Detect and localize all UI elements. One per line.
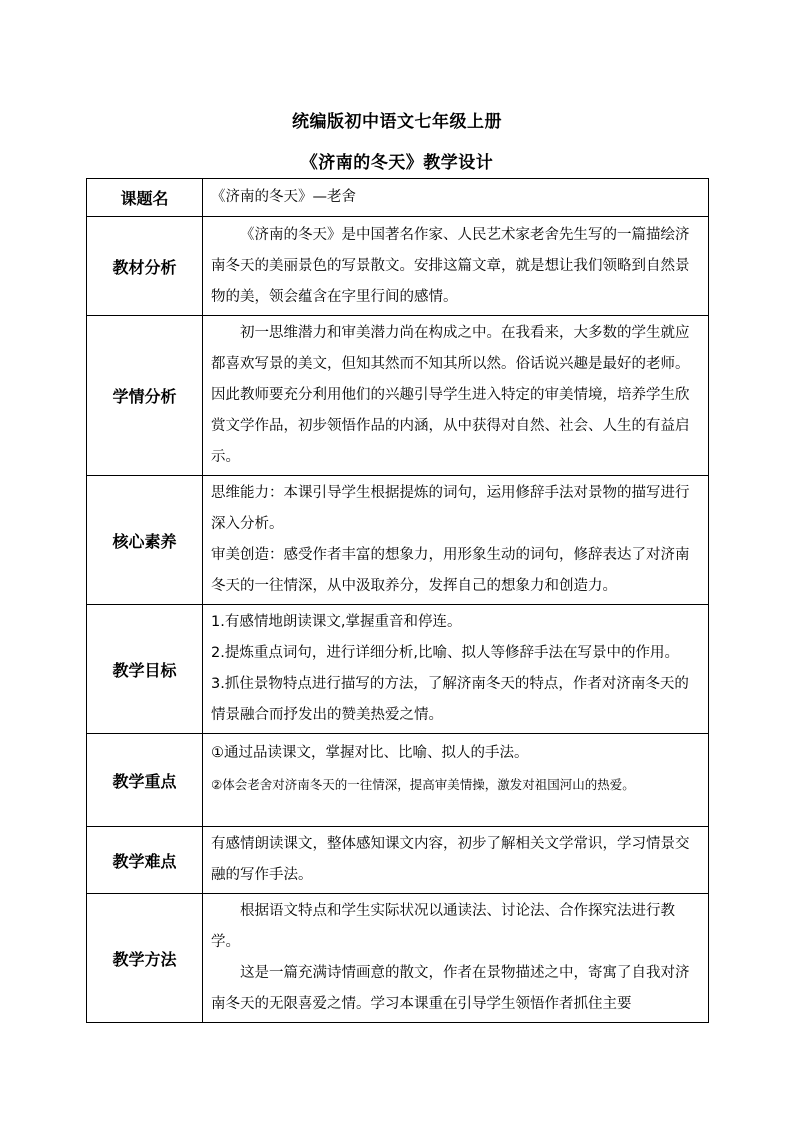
row-label-difficulty: 教学难点: [87, 827, 203, 894]
literacy-paragraph: 思维能力：本课引导学生根据提炼的词句，运用修辞手法对景物的描写进行深入分析。: [211, 485, 690, 532]
row-content-methods: [203, 894, 709, 1023]
row-content-difficulty: [203, 827, 709, 894]
row-content-students: [203, 316, 709, 476]
row-label-material: 教材分析: [87, 217, 203, 316]
methods-paragraph: 这是一篇充满诗情画意的散文，作者在景物描述之中，寄寓了自我对济南冬天的无限喜爱之情。学习本课重在引导学生领悟作者抓住主要: [211, 965, 690, 1012]
table-row-literacy: [87, 476, 709, 605]
document-title: 统编版初中语文七年级上册: [292, 112, 502, 132]
table-row-difficulty: [87, 827, 709, 894]
methods-paragraph: 根据语文特点和学生实际状况以通读法、讨论法、合作探究法进行教学。: [211, 903, 675, 950]
keypoint-item: ②体会老舍对济南冬天的一往情深，提高审美情操，激发对祖国河山的热爱。: [211, 777, 635, 792]
table-row-methods: [87, 894, 709, 1023]
row-label-students: 学情分析: [87, 316, 203, 476]
topic-text: 《济南的冬天》—老舍: [211, 189, 356, 205]
row-label-methods: 教学方法: [87, 894, 203, 1023]
goal-item: 2.提炼重点词句，进行详细分析,比喻、拟人等修辞手法在写景中的作用。: [211, 645, 679, 661]
difficulty-text: 有感情朗读课文，整体感知课文内容，初步了解相关文学常识，学习情景交融的写作手法。: [211, 836, 690, 883]
row-content-literacy: [203, 476, 709, 605]
row-label-literacy: 核心素养: [87, 476, 203, 605]
row-content-keypoints: [203, 734, 709, 827]
table-row-keypoints: [87, 734, 709, 827]
keypoint-item: ①通过品读课文，掌握对比、比喻、拟人的手法。: [211, 745, 529, 761]
students-text: 初一思维潜力和审美潜力尚在构成之中。在我看来，大多数的学生就应都喜欢写景的美文，但知其然而不知其所以然。俗话说兴趣是最好的老师。因此教师要充分利用他们的兴趣引导学生进入特定的审美情境，培养学生欣赏文学作品，初步领悟作品的内涵，从中获得对自然、社会、人生的有益启示。: [211, 325, 690, 465]
table-row-topic: [87, 179, 709, 217]
row-label-keypoints: 教学重点: [87, 734, 203, 827]
material-text: 《济南的冬天》是中国著名作家、人民艺术家老舍先生写的一篇描绘济南冬天的美丽景色的写景散文。安排这篇文章，就是想让我们领略到自然景物的美，领会蕴含在字里行间的感情。: [211, 226, 690, 305]
row-content-goals: [203, 605, 709, 734]
table-row-material: [87, 217, 709, 316]
document-subtitle: 《济南的冬天》教学设计: [300, 153, 494, 173]
row-content-topic: [203, 179, 709, 217]
row-label-topic: 课题名: [87, 179, 203, 217]
goal-item: 3.抓住景物特点进行描写的方法，了解济南冬天的特点，作者对济南冬天的情景融合而抒发出的赞美热爱之情。: [211, 676, 689, 723]
goal-item: 1.有感情地朗读课文,掌握重音和停连。: [211, 614, 462, 630]
row-label-goals: 教学目标: [87, 605, 203, 734]
row-content-material: [203, 217, 709, 316]
lesson-plan-table: [86, 178, 709, 1023]
table-row-students: [87, 316, 709, 476]
table-row-goals: [87, 605, 709, 734]
literacy-paragraph: 审美创造：感受作者丰富的想象力，用形象生动的词句，修辞表达了对济南冬天的一往情深，从中汲取养分，发挥自己的想象力和创造力。: [211, 547, 690, 594]
